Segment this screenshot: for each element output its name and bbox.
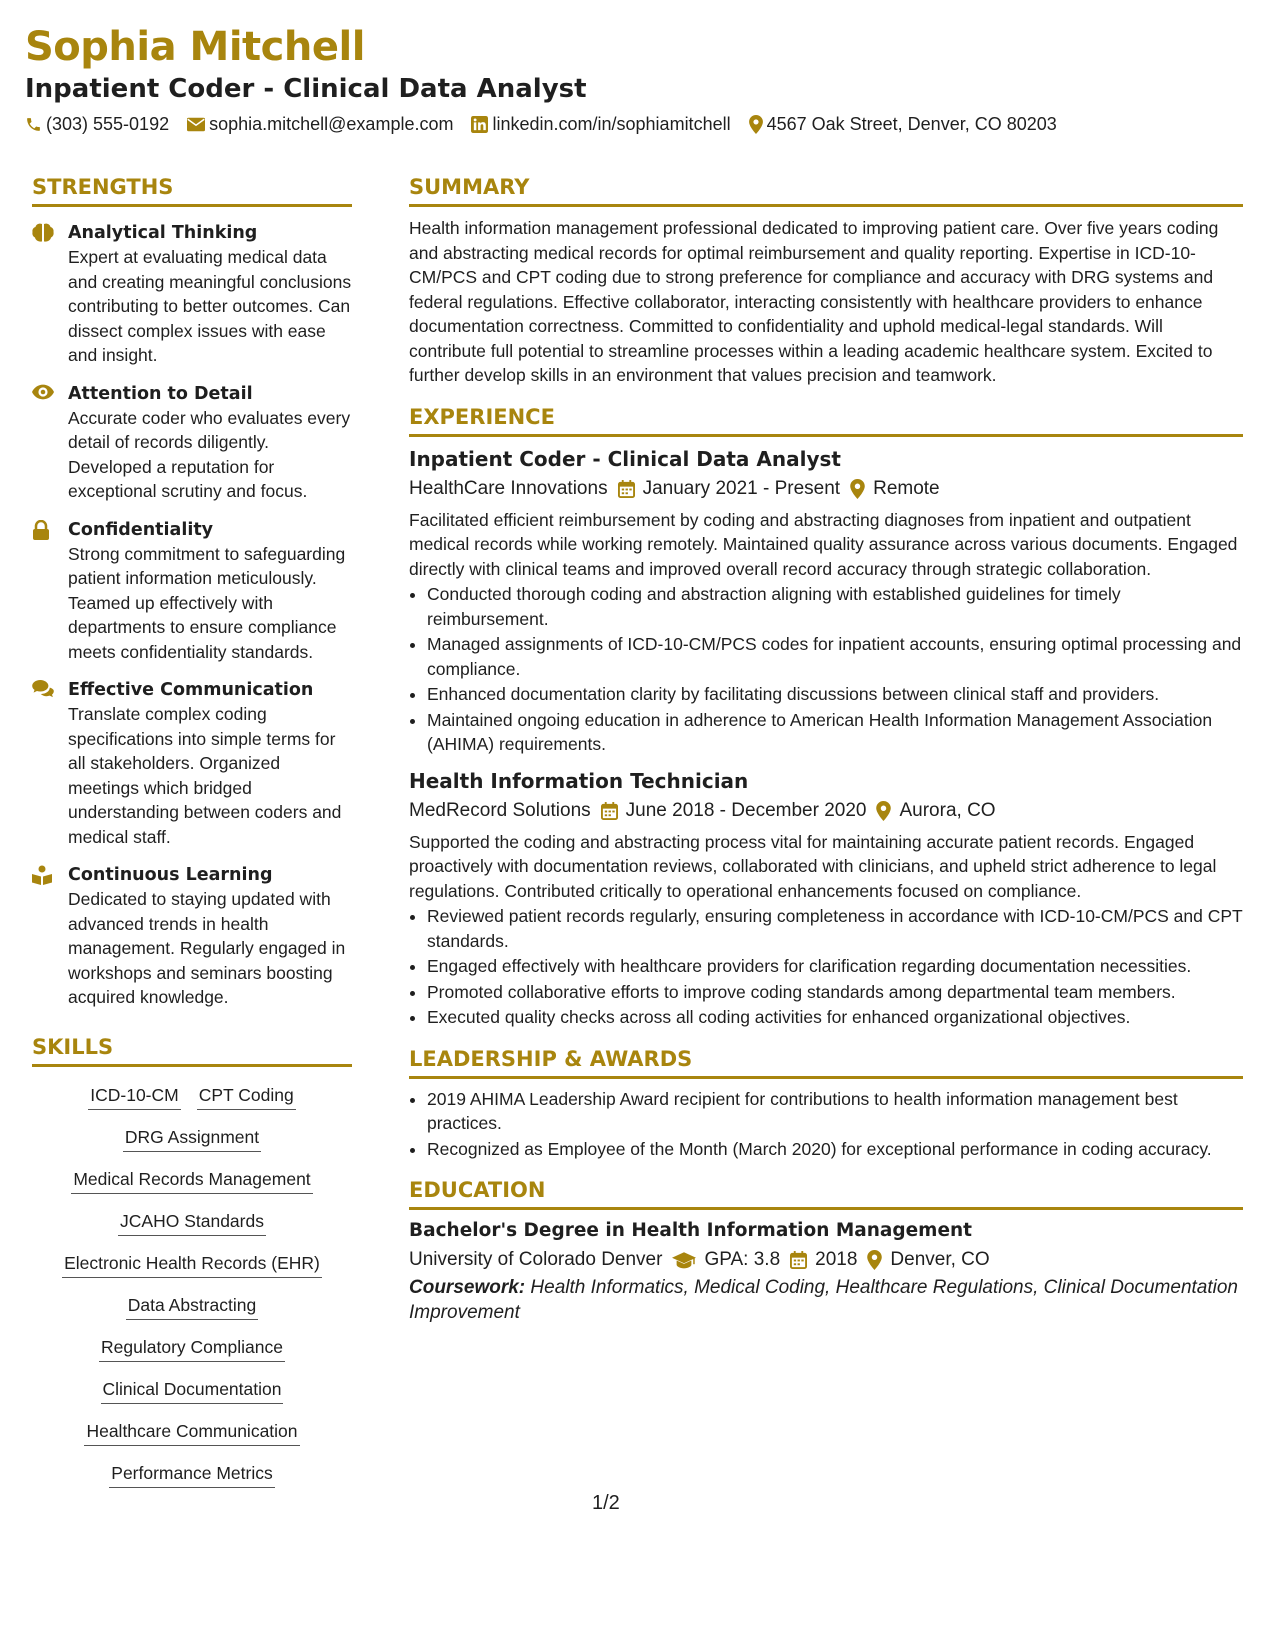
job-dates: June 2018 - December 2020: [625, 799, 867, 821]
strength-description: Expert at evaluating medical data and creating meaningful conclusions contributing to better outcomes. Can dissect complex issues with ease and insight.: [68, 247, 352, 365]
list-item: • Managed assignments of ICD-10-CM/PCS codes for inpatient accounts, ensuring optimal processing and compliance.: [427, 632, 1243, 681]
summary-heading: SUMMARY: [409, 172, 1243, 207]
contact-email[interactable]: [187, 112, 453, 136]
strength-item: [32, 863, 352, 1010]
strength-title: Attention to Detail: [68, 383, 253, 404]
coursework-label: Coursework:: [409, 1277, 526, 1298]
strength-title: Analytical Thinking: [68, 223, 258, 243]
skill-tag: ICD-10-CM: [88, 1083, 180, 1110]
strength-description: Accurate coder who evaluates every detail of records diligently. Developed a reputation for exceptional scrutiny and focus.: [68, 407, 351, 501]
graduation-year: 2018: [815, 1249, 858, 1270]
job-bullets: [409, 582, 1243, 757]
coursework: [409, 1276, 1243, 1325]
job-entry: [409, 767, 1243, 1030]
job-description: Supported the coding and abstracting process vital for maintaining accurate patient records. Engaged proactively with documentation reviews, collaborated with clinicians, and upheld strict adherence to legal regulations. Contributed critically to operational enhancements focused on compliance.: [409, 831, 1217, 901]
leadership-heading: LEADERSHIP & AWARDS: [409, 1044, 1243, 1079]
job-bullets: [409, 904, 1243, 1030]
skill-tag: Healthcare Communication: [84, 1419, 299, 1446]
job-location: Remote: [873, 477, 940, 499]
list-item: • Engaged effectively with healthcare providers for clarification regarding documentation necessities.: [427, 954, 1243, 979]
summary-text: Health information management professional dedicated to improving patient care. Over five years coding and abstracting medical records for optimal reimbursement and quality reporting. Expertise in ICD-10-CM/PCS and CPT coding due to strong preference for compliance and accuracy with DRG systems and federal regulations. Effective collaborator, interacting consistently with healthcare providers to enhance documentation correctness. Committed to confidentiality and uphold medical-legal standards. Will contribute full potential to streamline processes within a leading academic healthcare system. Excited to further develop skills in an environment that values precision and teamwork.: [409, 218, 1219, 385]
strength-description: Strong commitment to safeguarding patient information meticulously. Teamed up effectively with departments to ensure compliance meets confidentiality standards.: [68, 543, 346, 662]
email-text: sophia.mitchell@example.com: [209, 114, 454, 134]
phone-icon: [25, 116, 42, 133]
map-marker-icon: [867, 1250, 882, 1270]
coursework-list: Health Informatics, Medical Coding, Healthcare Regulations, Clinical Documentation Improvement: [409, 1277, 1238, 1323]
education-meta: [409, 1247, 1243, 1273]
map-marker-icon: [749, 115, 763, 134]
list-item: • Promoted collaborative efforts to improve coding standards among departmental team members.: [427, 980, 1243, 1005]
graduation-cap-icon: [672, 1252, 696, 1269]
calendar-icon: [601, 802, 618, 820]
school-name: University of Colorado Denver: [409, 1249, 663, 1270]
job-title: Inpatient Coder - Clinical Data Analyst: [409, 446, 841, 471]
strength-item: [32, 518, 352, 665]
skill-tag: CPT Coding: [197, 1083, 296, 1110]
address-text: 4567 Oak Street, Denver, CO 80203: [766, 114, 1057, 134]
strength-item: [32, 221, 352, 368]
list-item: • Recognized as Employee of the Month (March 2020) for exceptional performance in coding accuracy.: [427, 1137, 1243, 1162]
company-name: MedRecord Solutions: [409, 799, 591, 821]
strength-title: Continuous Learning: [68, 865, 273, 885]
book-reader-icon: [32, 863, 54, 1010]
map-marker-icon: [876, 801, 891, 821]
strength-description: Dedicated to staying updated with advanced trends in health management. Regularly engaged in workshops and seminars boosting acquired knowledge.: [68, 889, 346, 1007]
job-location: Aurora, CO: [899, 799, 996, 821]
resume-header: [25, 22, 1245, 136]
candidate-title: Inpatient Coder - Clinical Data Analyst: [25, 74, 587, 104]
skill-tag: Performance Metrics: [109, 1461, 274, 1488]
lock-icon: [32, 518, 54, 665]
strength-description: Translate complex coding specifications into simple terms for all stakeholders. Organized meetings which bridged understanding between coders and medical staff.: [68, 704, 342, 847]
list-item: • Maintained ongoing education in adherence to American Health Information Management Association (AHIMA) requirements.: [427, 708, 1243, 757]
education-heading: EDUCATION: [409, 1175, 1243, 1210]
list-item: • Conducted thorough coding and abstraction aligning with established guidelines for timely reimbursement.: [427, 582, 1243, 631]
map-marker-icon: [850, 479, 865, 499]
skill-tag: Electronic Health Records (EHR): [62, 1251, 322, 1278]
skills-heading: SKILLS: [32, 1032, 352, 1067]
contact-address: [749, 112, 1057, 136]
comments-icon: [32, 678, 54, 849]
calendar-icon: [618, 480, 635, 498]
envelope-icon: [187, 117, 205, 132]
strength-item: [32, 382, 352, 504]
contact-linkedin[interactable]: [471, 112, 730, 136]
job-title: Health Information Technician: [409, 768, 749, 793]
skill-tag: Clinical Documentation: [101, 1377, 284, 1404]
contact-phone[interactable]: [25, 112, 169, 136]
list-item: • Enhanced documentation clarity by facilitating discussions between clinical staff and providers.: [427, 682, 1243, 707]
job-description: Facilitated efficient reimbursement by coding and abstracting diagnoses from inpatient and outpatient medical records while working remotely. Maintained quality assurance across various documents. Engaged directly with clinical teams and improved overall record accuracy through strategic collaboration.: [409, 509, 1238, 579]
skill-tag: JCAHO Standards: [118, 1209, 266, 1236]
candidate-name: Sophia Mitchell: [25, 24, 365, 70]
right-column: [409, 172, 1243, 1325]
experience-heading: EXPERIENCE: [409, 402, 1243, 437]
strengths-heading: STRENGTHS: [32, 172, 352, 207]
calendar-icon: [790, 1251, 807, 1269]
job-meta: [409, 798, 1243, 824]
strength-title: Effective Communication: [68, 680, 314, 700]
linkedin-text: linkedin.com/in/sophiamitchell: [492, 114, 731, 134]
contact-bar: [25, 112, 1245, 136]
list-item: • Executed quality checks across all coding activities for enhanced organizational objectives.: [427, 1005, 1243, 1030]
skills-list: [32, 1083, 352, 1488]
gpa: GPA: 3.8: [704, 1249, 781, 1270]
page-number: 1/2: [592, 1492, 620, 1514]
brain-icon: [32, 221, 54, 368]
left-column: [32, 172, 352, 1503]
strength-title: Confidentiality: [68, 519, 214, 540]
job-meta: [409, 476, 1243, 502]
skill-tag: DRG Assignment: [123, 1125, 261, 1152]
education-location: Denver, CO: [890, 1249, 990, 1270]
list-item: • Reviewed patient records regularly, ensuring completeness in accordance with ICD-10-CM/PCS and CPT standards.: [427, 904, 1243, 953]
skill-tag: Regulatory Compliance: [99, 1335, 285, 1362]
eye-icon: [32, 382, 54, 504]
linkedin-icon: [471, 116, 488, 133]
skill-tag: Medical Records Management: [71, 1167, 312, 1194]
job-entry: [409, 445, 1243, 757]
list-item: • 2019 AHIMA Leadership Award recipient for contributions to health information management best practices.: [427, 1087, 1243, 1136]
job-dates: January 2021 - Present: [642, 477, 841, 499]
phone-text: (303) 555-0192: [46, 114, 170, 134]
company-name: HealthCare Innovations: [409, 477, 608, 499]
skill-tag: Data Abstracting: [126, 1293, 258, 1320]
leadership-list: [409, 1087, 1243, 1162]
degree-title: Bachelor's Degree in Health Information Management: [409, 1220, 973, 1241]
strength-item: [32, 678, 352, 849]
